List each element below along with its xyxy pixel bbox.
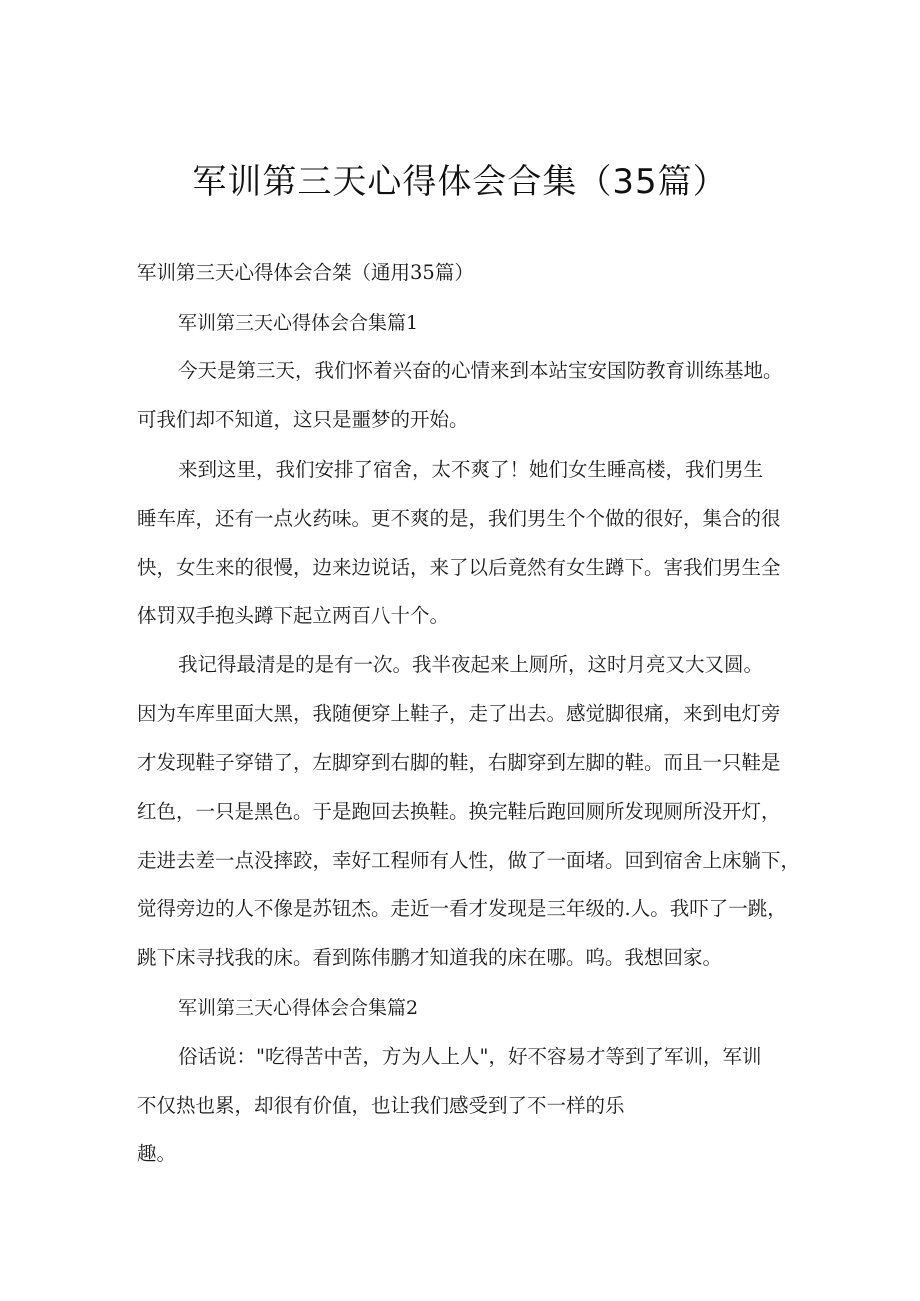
document-title: 军训第三天心得体会合集（35篇） xyxy=(192,162,728,202)
paragraph-line: 我记得最清是的是有一次。我半夜起来上厕所，这时月亮又大又圆。 xyxy=(178,653,764,676)
paragraph-line: 走进去差一点没摔跤，幸好工程师有人性，做了一面堵。回到宿舍上床躺下， xyxy=(137,849,801,872)
paragraph-line: 今天是第三天，我们怀着兴奋的心情来到本站宝安国防教育训练基地。 xyxy=(178,359,783,382)
document-subtitle: 军训第三天心得体会合桀（通用35篇） xyxy=(137,261,474,284)
section-heading-1: 军训第三天心得体会合集篇1 xyxy=(178,312,419,334)
paragraph-line: 来到这里，我们安排了宿舍，太不爽了！她们女生睡高楼，我们男生 xyxy=(178,458,764,481)
section-heading-2: 军训第三天心得体会合集篇2 xyxy=(178,997,419,1019)
paragraph-line: 跳下床寻找我的床。看到陈伟鹏才知道我的床在哪。呜。我想回家。 xyxy=(137,946,723,969)
paragraph-line: 不仅热也累，却很有价值，也让我们感受到了不一样的乐 xyxy=(137,1094,625,1117)
paragraph-line: 才发现鞋子穿错了，左脚穿到右脚的鞋，右脚穿到左脚的鞋。而且一只鞋是 xyxy=(137,751,781,774)
paragraph-line: 快，女生来的很慢，边来边说话，来了以后竟然有女生蹲下。害我们男生全 xyxy=(137,556,781,579)
paragraph-line: 俗话说："吃得苦中苦，方为人上人"，好不容易才等到了军训，军训 xyxy=(178,1045,762,1068)
paragraph-line: 觉得旁边的人不像是苏钮杰。走近一看才发现是三年级的.人。我吓了一跳， xyxy=(137,897,787,920)
paragraph-line: 睡车库，还有一点火药味。更不爽的是，我们男生个个做的很好，集合的很 xyxy=(137,507,781,530)
paragraph-line: 红色，一只是黑色。于是跑回去换鞋。换完鞋后跑回厕所发现厕所没开灯， xyxy=(137,800,781,823)
paragraph-line: 因为车库里面大黑，我随便穿上鞋子，走了出去。感觉脚很痛，来到电灯旁 xyxy=(137,702,781,725)
paragraph-line: 体罚双手抱头蹲下起立两百八十个。 xyxy=(137,604,450,627)
paragraph-line: 可我们却不知道，这只是噩梦的开始。 xyxy=(137,408,469,431)
paragraph-line: 趣。 xyxy=(137,1142,177,1165)
